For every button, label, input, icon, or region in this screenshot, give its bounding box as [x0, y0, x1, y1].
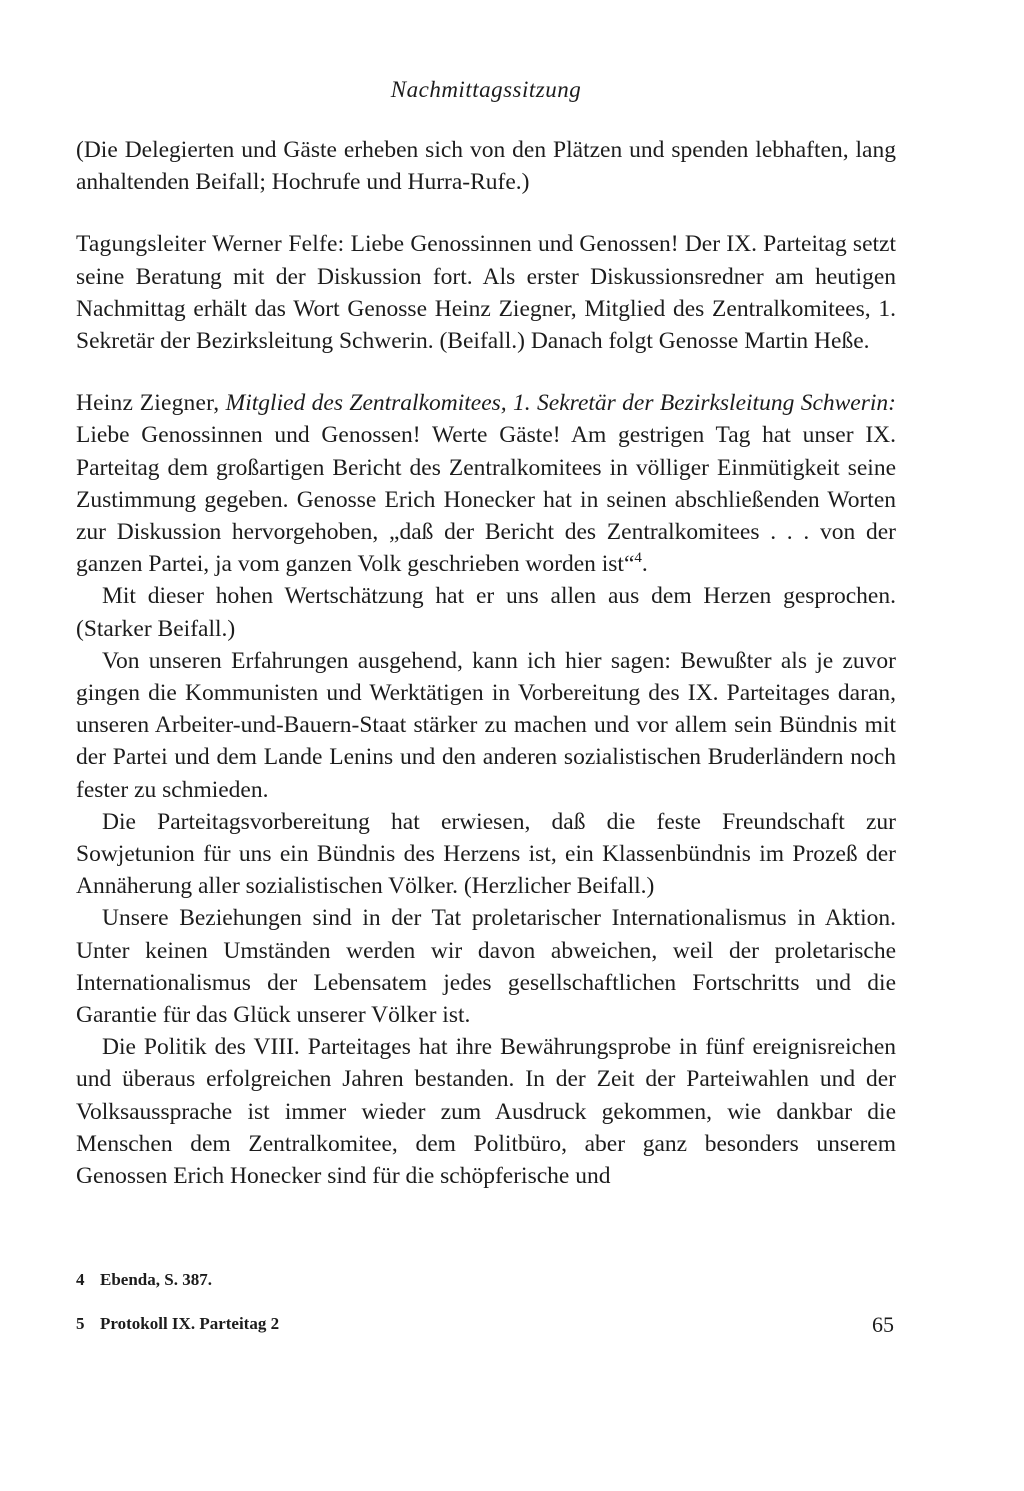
speech-opening — [76, 387, 896, 580]
speaker-name: Heinz Ziegner, — [76, 390, 220, 417]
speech-paragraph: Unsere Beziehungen sind in der Tat proletarischer Internationalismus in Aktion. Unter keinen Umständen werden wir davon abweichen, weil der proletarische Internationalismus der Lebensatem jedes gesellschaftlichen Fortschritts und die Garantie für das Glück unserer Völker ist. — [76, 905, 896, 1029]
speech-paragraph: Die Politik des VIII. Parteitages hat ihre Bewährungsprobe in fünf ereignisreichen und überaus erfolgreichen Jahren bestanden. In der Zeit der Parteiwahlen und der Volksaussprache ist immer wieder zum Ausdruck gekommen, wie dankbar die Menschen dem Zentralkomitee, dem Politbüro, aber ganz besonders unserem Genossen Erich Honecker sind für die schöpferische und — [76, 1034, 896, 1190]
chair-statement — [76, 228, 896, 357]
stage-direction-text: (Die Delegierten und Gäste erheben sich von den Plätzen und spenden lebhaften, lang anhaltenden Beifall; Hochrufe und Hurra-Rufe.) — [76, 137, 896, 196]
speech-opening-text: Liebe Genossinnen und Genossen! Werte Gäste! Am gestrigen Tag hat unser IX. Parteitag dem großartigen Bericht des Zentralkomitees in völliger Einmütigkeit seine Zustimmung gegeben. Genosse Erich Honecker hat in seinen abschließenden Worten zur Diskussion hervorgehoben, „daß der Bericht des Zentralkomitees . . . von der ganzen Partei, ja vom ganzen Volk geschrieben worden ist“ — [76, 422, 896, 578]
footnote-reference: 4 — [634, 550, 642, 567]
page-number: 65 — [872, 1312, 894, 1337]
speech-paragraph: Von unseren Erfahrungen ausgehend, kann ich hier sagen: Bewußter als je zuvor gingen die Kommunisten und Werktätigen in Vorbereitung des IX. Parteitages daran, unseren Arbeiter-und-Bauern-Staat stärker zu machen und vor allem sein Bündnis mit der Partei und dem Lande Lenins und den anderen sozialistischen Bruderländern noch fester zu schmieden. — [76, 647, 896, 803]
speech-paragraph: Die Parteitagsvorbereitung hat erwiesen, daß die feste Freundschaft zur Sowjetunion für uns ein Bündnis des Herzens ist, ein Klassenbündnis im Prozeß der Annäherung aller sozialistischen Völker. (Herzlicher Beifall.) — [76, 808, 896, 900]
chair-statement-text: Liebe Genossinnen und Genossen! Der IX. Parteitag setzt seine Beratung mit der Diskussion fort. Als erster Diskussionsredner am heutigen Nachmittag erhält das Wort Genosse Heinz Ziegner, Mitglied des Zentralkomitees, 1. Sekretär der Bezirksleitung Schwerin. (Beifall.) Danach folgt Genosse Martin Heße. — [76, 231, 896, 355]
footnote-number: 5 — [76, 1314, 85, 1333]
footnote-number: 4 — [76, 1270, 85, 1289]
speech-opening-end: . — [641, 551, 648, 578]
footnote — [76, 1268, 896, 1292]
stage-direction — [76, 134, 896, 198]
running-head: Nachmittagssitzung — [390, 77, 582, 102]
footnote-text: Ebenda, S. 387. — [100, 1270, 212, 1289]
footnotes — [76, 1268, 896, 1356]
speaker-role: Mitglied des Zentralkomitees, 1. Sekretär der Bezirksleitung Schwerin: — [219, 390, 896, 417]
page-content — [76, 70, 896, 1192]
footnote — [76, 1312, 896, 1336]
speaker-name: Tagungsleiter Werner Felfe: — [76, 231, 345, 258]
speech-paragraph: Mit dieser hohen Wertschätzung hat er uns allen aus dem Herzen gesprochen. (Starker Beifall.) — [76, 583, 896, 642]
footnote-text: Protokoll IX. Parteitag 2 — [100, 1314, 280, 1333]
